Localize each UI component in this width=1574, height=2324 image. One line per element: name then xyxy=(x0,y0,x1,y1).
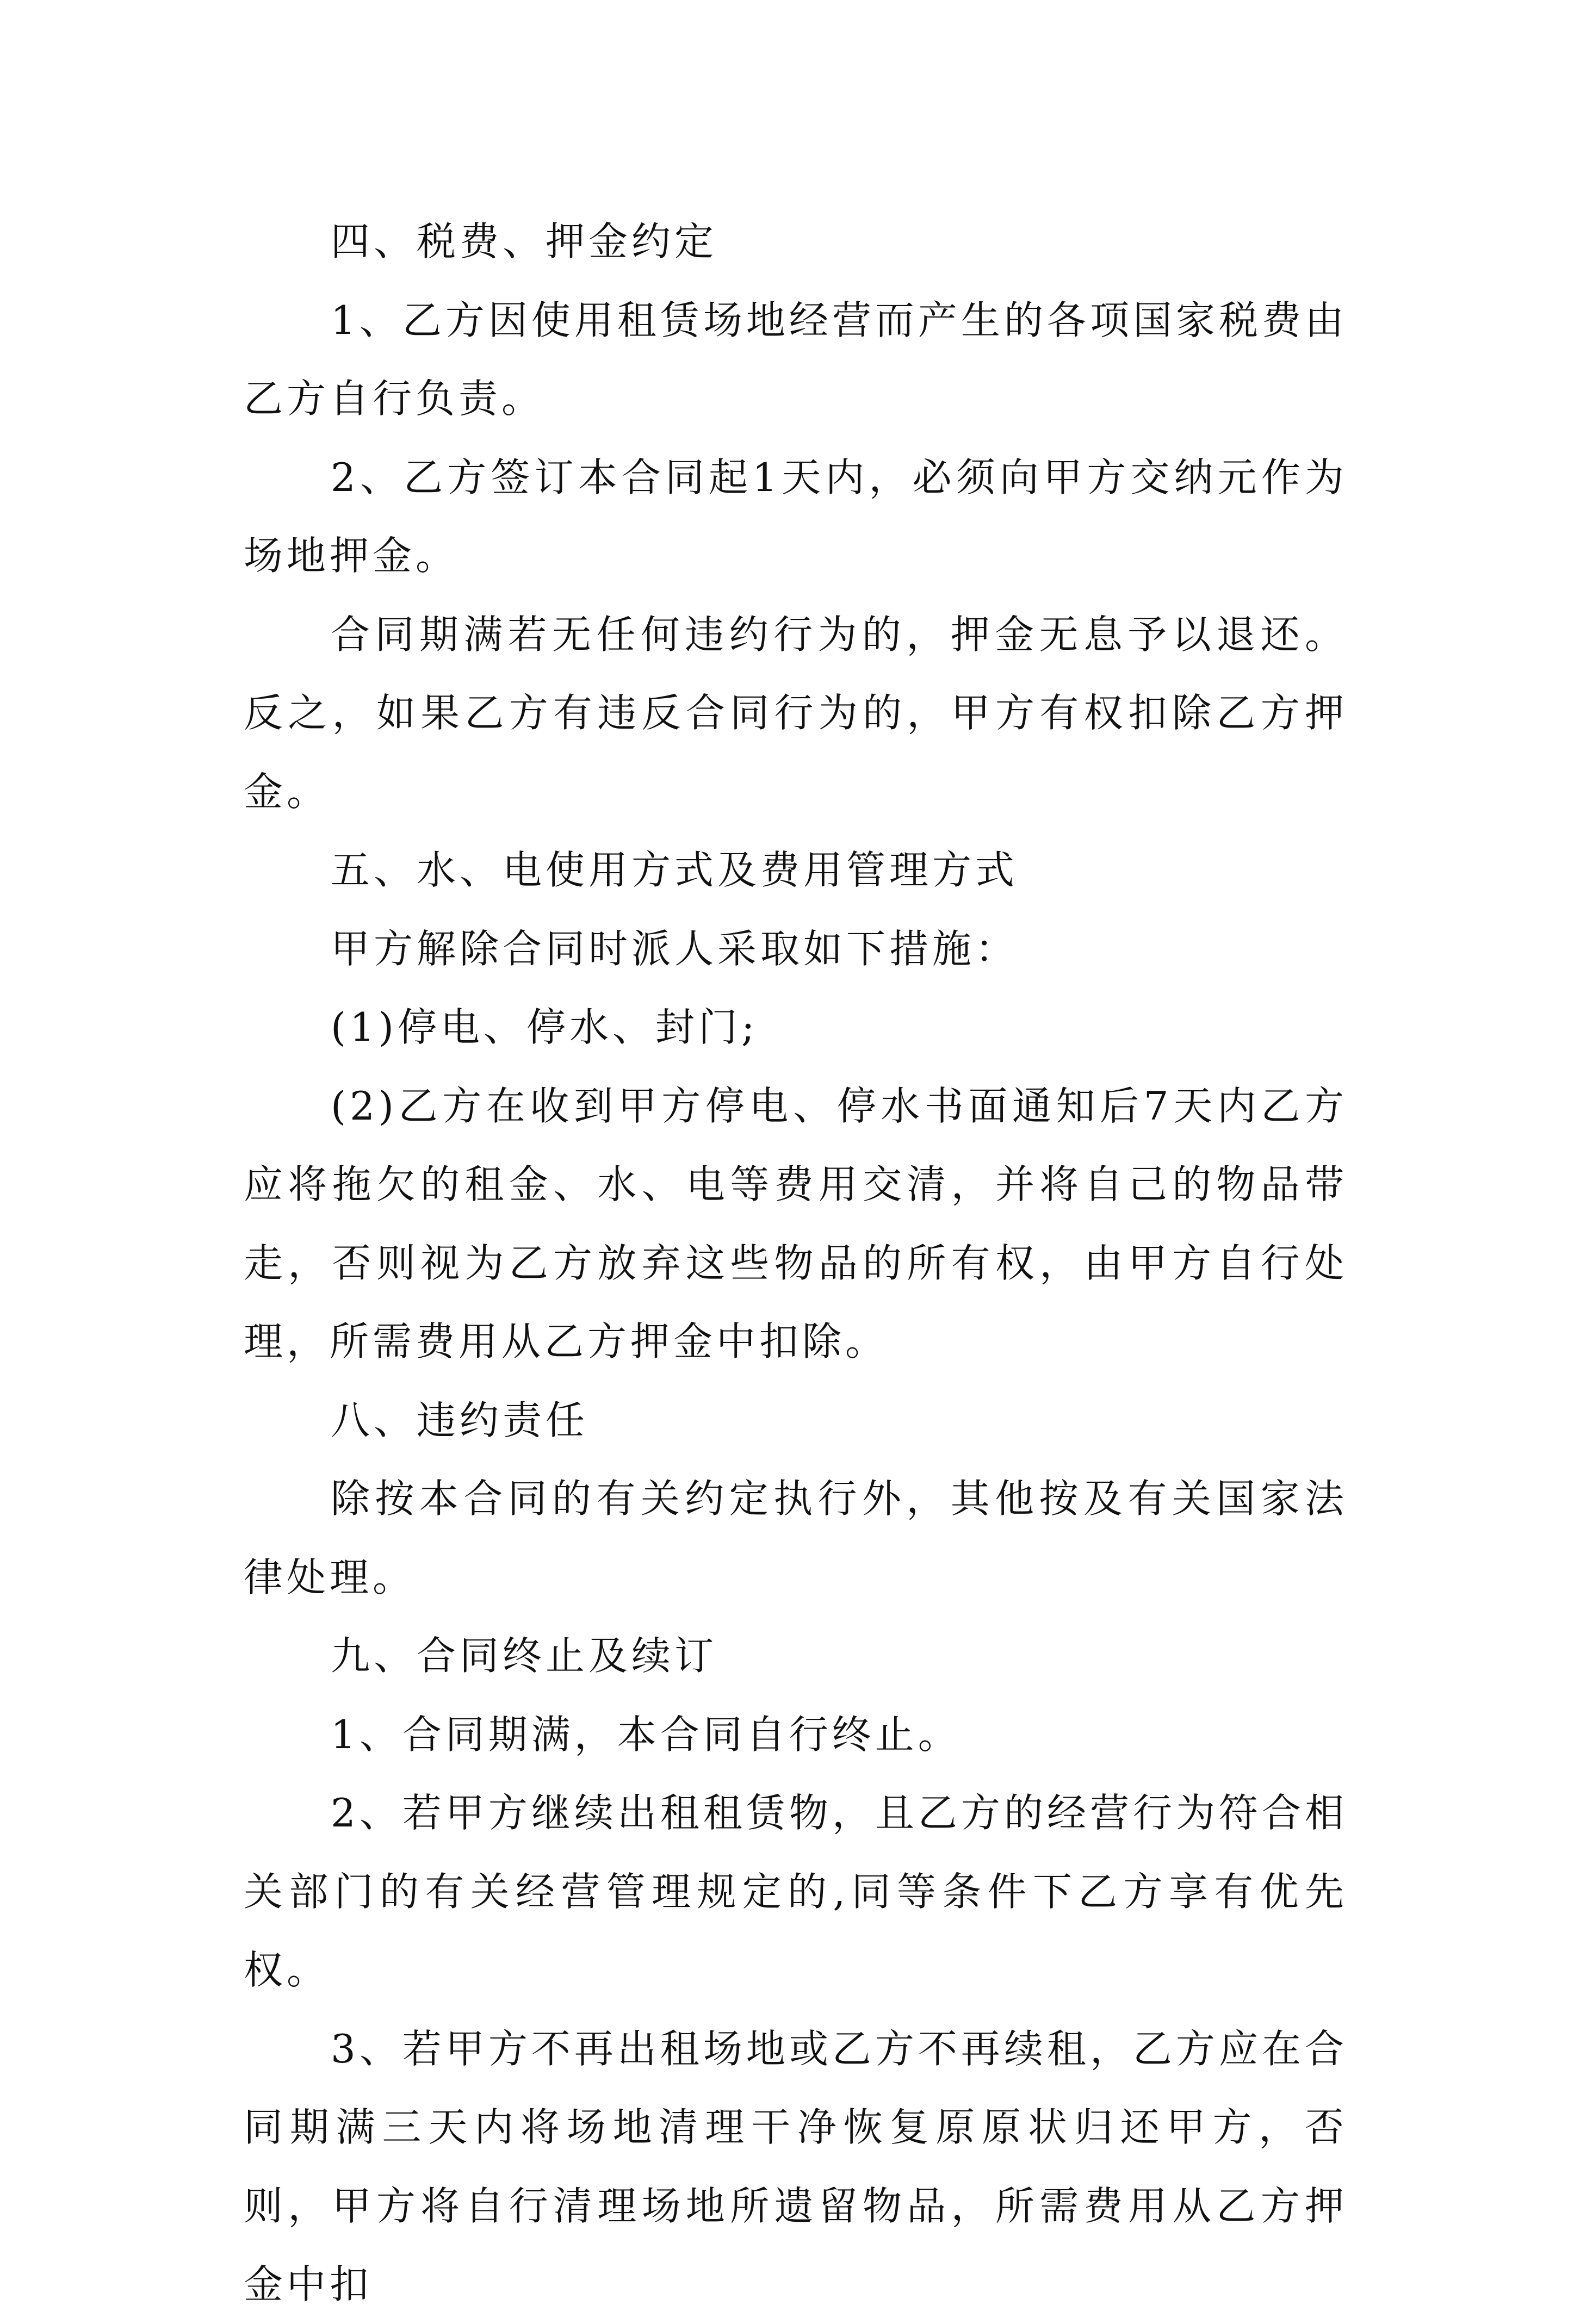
section-heading-termination-renewal: 九、合同终止及续订 xyxy=(331,1633,718,1679)
section-heading-breach-liability: 八、违约责任 xyxy=(331,1397,589,1443)
paragraph: 3、若甲方不再出租场地或乙方不再续租，乙方应在合同期满三天内将场地清理干净恢复原原状归还甲方，否则，甲方将自行清理场地所遗留物品，所需费用从乙方押金中扣 xyxy=(244,2025,1348,2307)
paragraph: 1、合同期满，本合同自行终止。 xyxy=(331,1711,961,1757)
section-heading-taxes-deposit: 四、税费、押金约定 xyxy=(331,219,718,264)
list-item: (2)乙方在收到甲方停电、停水书面通知后7天内乙方应将拖欠的租金、水、电等费用交清，并将自己的物品带走，否则视为乙方放弃这些物品的所有权，由甲方自行处理，所需费用从乙方押金中扣除。 xyxy=(244,1083,1348,1364)
paragraph: 2、若甲方继续出租租赁物，且乙方的经营行为符合相关部门的有关经营管理规定的,同等条件下乙方享有优先权。 xyxy=(244,1790,1348,1993)
section-heading-utilities: 五、水、电使用方式及费用管理方式 xyxy=(331,847,1019,893)
paragraph: 甲方解除合同时派人采取如下措施： xyxy=(331,925,1019,972)
document-body xyxy=(244,202,1348,2324)
paragraph: 除按本合同的有关约定执行外，其他按及有关国家法律处理。 xyxy=(244,1476,1348,1600)
paragraph: 1、乙方因使用租赁场地经营而产生的各项国家税费由乙方自行负责。 xyxy=(244,297,1348,421)
paragraph: 合同期满若无任何违约行为的，押金无息予以退还。反之，如果乙方有违反合同行为的，甲方有权扣除乙方押金。 xyxy=(244,611,1348,815)
paragraph: 2、乙方签订本合同起1天内，必须向甲方交纳元作为场地押金。 xyxy=(244,454,1348,579)
list-item: (1)停电、停水、封门; xyxy=(331,1004,759,1050)
